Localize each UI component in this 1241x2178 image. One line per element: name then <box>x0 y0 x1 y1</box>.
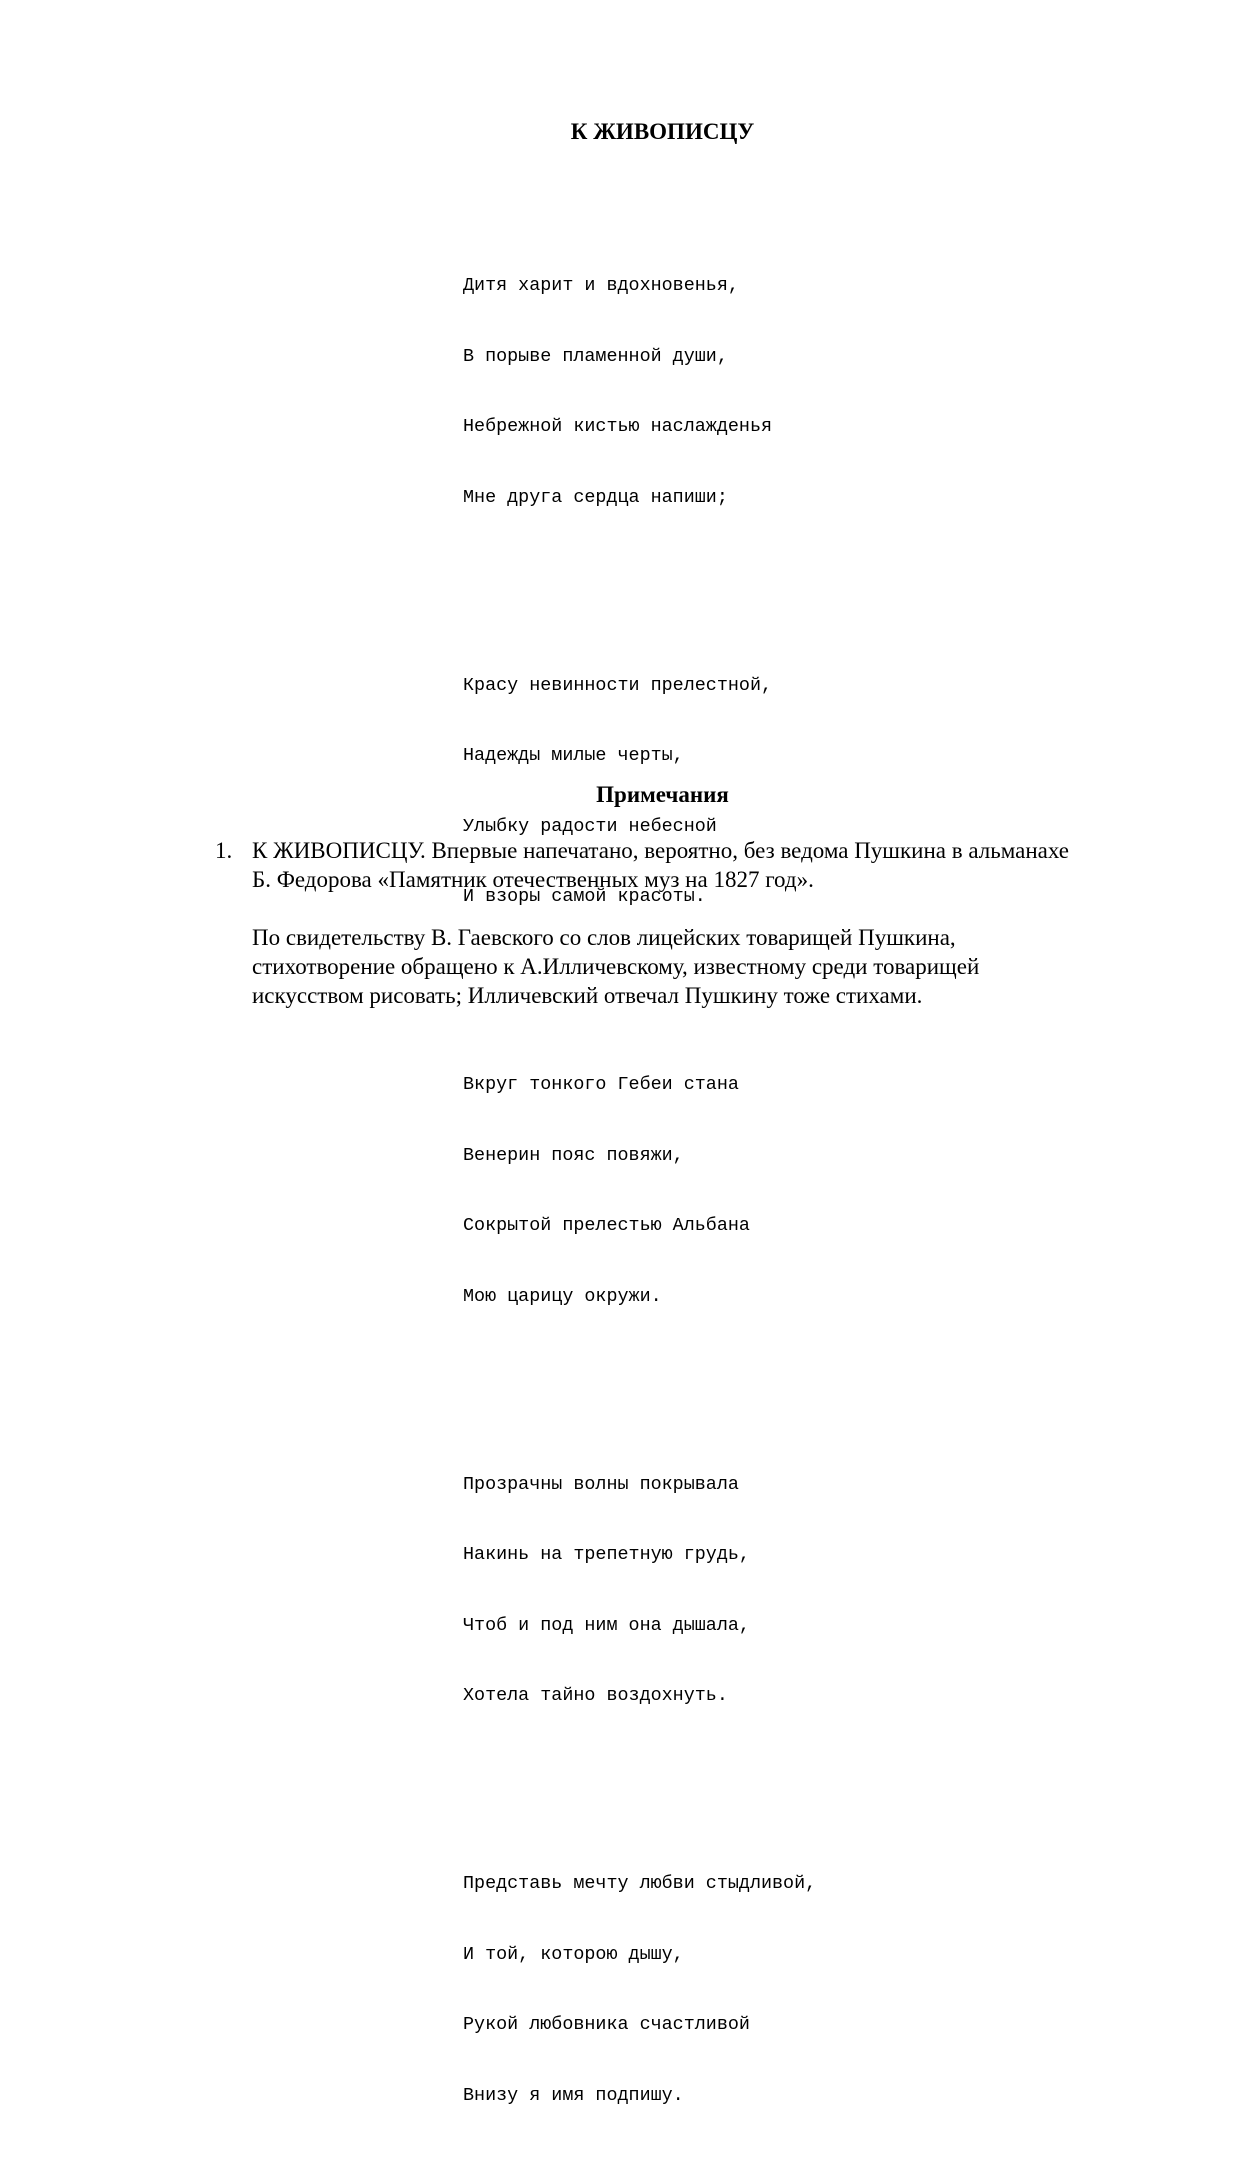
poem-line: Мне друга сердца напиши; <box>463 486 728 508</box>
note-number: 1. <box>215 838 233 863</box>
poem-line: Вкруг тонкого Гебеи стана <box>463 1074 739 1095</box>
note-line: По свидетельству В. Гаевского со слов лицейских товарищей Пушкина, <box>252 925 956 950</box>
note-paragraph <box>252 923 1175 1010</box>
note-body <box>252 836 1175 1010</box>
poem-line: И взоры самой красоты. <box>463 886 706 907</box>
poem-line: Венерин пояс повяжи, <box>463 1144 684 1166</box>
poem-line: Накинь на трепетную грудь, <box>463 1544 750 1565</box>
poem-stanza <box>463 1426 816 1755</box>
note-line: искусством рисовать; Илличевский отвечал Пушкину тоже стихами. <box>252 983 923 1008</box>
poem-line: Надежды милые черты, <box>463 745 684 766</box>
note-line: Б. Федорова «Памятник отечественных муз на 1827 год». <box>252 867 814 892</box>
poem-line: Представь мечту любви стыдливой, <box>463 1873 817 1894</box>
poem-line: Внизу я имя подпишу. <box>463 2084 684 2106</box>
poem-line: Хотела тайно воздохнуть. <box>463 1685 728 1706</box>
poem-stanza <box>463 227 816 556</box>
note-paragraph <box>252 836 1175 894</box>
poem-stanza <box>463 1825 816 2154</box>
poem-line: Прозрачны волны покрывала <box>463 1473 739 1495</box>
poem-line: Дитя харит и вдохновенья, <box>463 275 739 296</box>
poem-line: Мою царицу окружи. <box>463 1285 662 1307</box>
note-line: К ЖИВОПИСЦУ. Впервые напечатано, вероятно, без ведома Пушкина в альманахе <box>252 838 1070 863</box>
poem-line: В порыве пламенной души, <box>463 345 728 367</box>
poem-line: Сокрытой прелестью Альбана <box>463 1215 750 1236</box>
poem-stanza <box>463 1026 816 1355</box>
poem-line: Улыбку радости небесной <box>463 815 717 837</box>
poem-title: К ЖИВОПИСЦУ <box>570 119 755 144</box>
poem-line: И той, которою дышу, <box>463 1943 684 1965</box>
poem-line: Чтоб и под ним она дышала, <box>463 1614 750 1636</box>
notes-heading: Примечания <box>596 782 729 807</box>
poem-line: Небрежной кистью наслажденья <box>463 416 773 437</box>
poem-body <box>463 180 816 2178</box>
poem-line: Красу невинности прелестной, <box>463 674 773 696</box>
note-line: стихотворение обращено к А.Илличевскому, известному среди товарищей <box>252 954 980 979</box>
poem-line: Рукой любовника счастливой <box>463 2014 750 2035</box>
note-item <box>215 836 1175 1010</box>
